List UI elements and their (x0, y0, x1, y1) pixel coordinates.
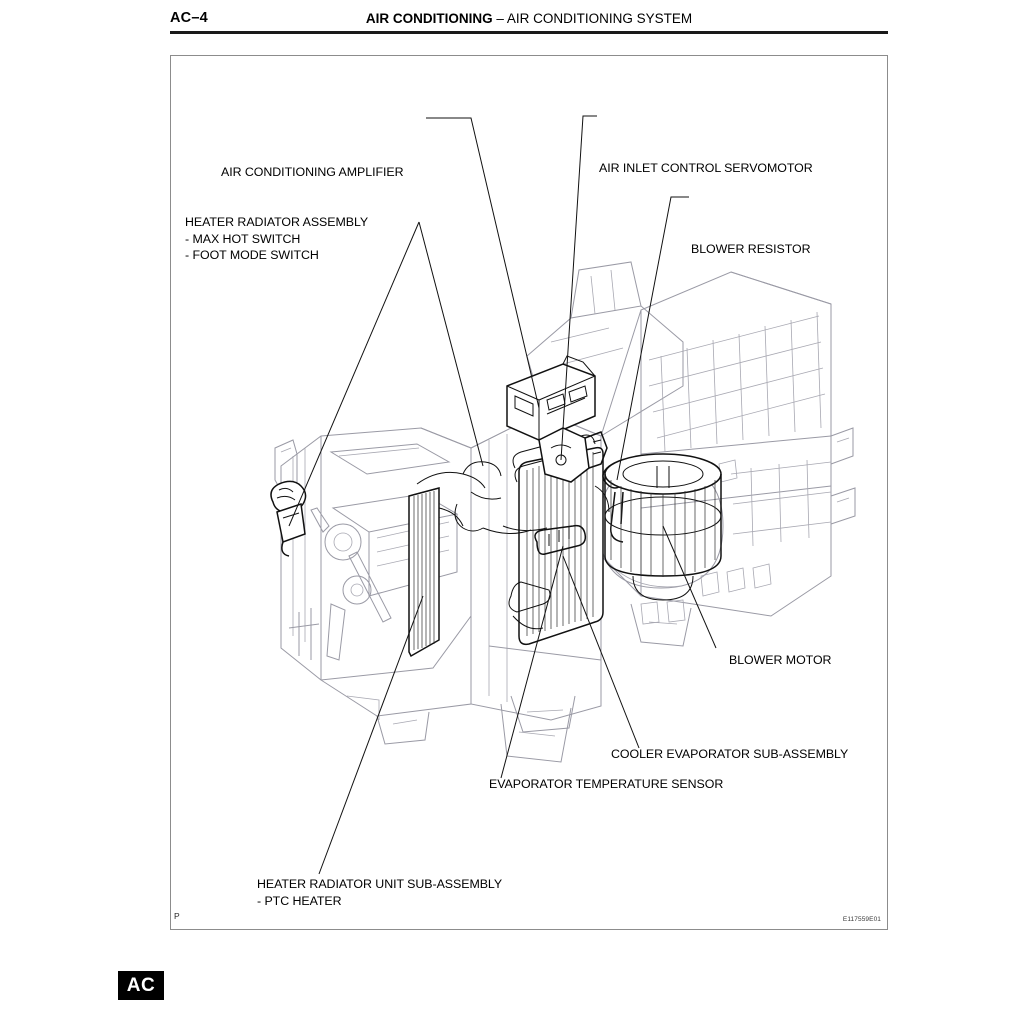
figure-frame (170, 55, 888, 930)
label-blower-motor: BLOWER MOTOR (729, 653, 832, 667)
leader-heater-radiator-assembly-left (289, 222, 419, 526)
page-code: AC–4 (170, 10, 208, 26)
label-air-inlet-control-servomotor: AIR INLET CONTROL SERVOMOTOR (599, 161, 813, 175)
leader-air-conditioning-amplifier (426, 118, 539, 408)
max-hot-foot-mode-switch (271, 481, 306, 556)
label-heater-radiator-assembly-item-1: - MAX HOT SWITCH (185, 231, 301, 246)
label-heater-radiator-unit-title: HEATER RADIATOR UNIT SUB-ASSEMBLY (257, 877, 503, 891)
leader-heater-radiator-assembly-right (419, 222, 483, 466)
label-cooler-evaporator-sub-assembly: COOLER EVAPORATOR SUB-ASSEMBLY (611, 747, 849, 761)
label-heater-radiator-assembly-item-2: - FOOT MODE SWITCH (185, 248, 319, 262)
ac-amplifier-box (507, 356, 595, 440)
heater-radiator-core (409, 488, 439, 656)
page-title (170, 11, 888, 26)
hvac-unit-illustration (171, 56, 889, 931)
page-title-separator: – (492, 11, 507, 26)
page-title-rest: AIR CONDITIONING SYSTEM (506, 11, 693, 26)
label-blower-resistor: BLOWER RESISTOR (691, 242, 811, 256)
page-title-bold: AIR CONDITIONING (365, 11, 493, 26)
label-evaporator-temperature-sensor: EVAPORATOR TEMPERATURE SENSOR (489, 777, 724, 791)
page-position-marker: P (174, 911, 180, 921)
label-heater-radiator-assembly-title: HEATER RADIATOR ASSEMBLY (185, 215, 369, 229)
header-rule (170, 31, 888, 34)
label-heater-radiator-unit-item-1: - PTC HEATER (257, 893, 342, 908)
label-air-conditioning-amplifier: AIR CONDITIONING AMPLIFIER (221, 165, 404, 179)
section-tab-ac: AC (118, 971, 164, 1000)
figure-id-code: E117559E01 (842, 916, 881, 923)
label-heater-radiator-unit-sub-assembly (257, 876, 502, 909)
leader-heater-radiator-unit (319, 596, 423, 874)
label-heater-radiator-assembly (185, 214, 368, 264)
